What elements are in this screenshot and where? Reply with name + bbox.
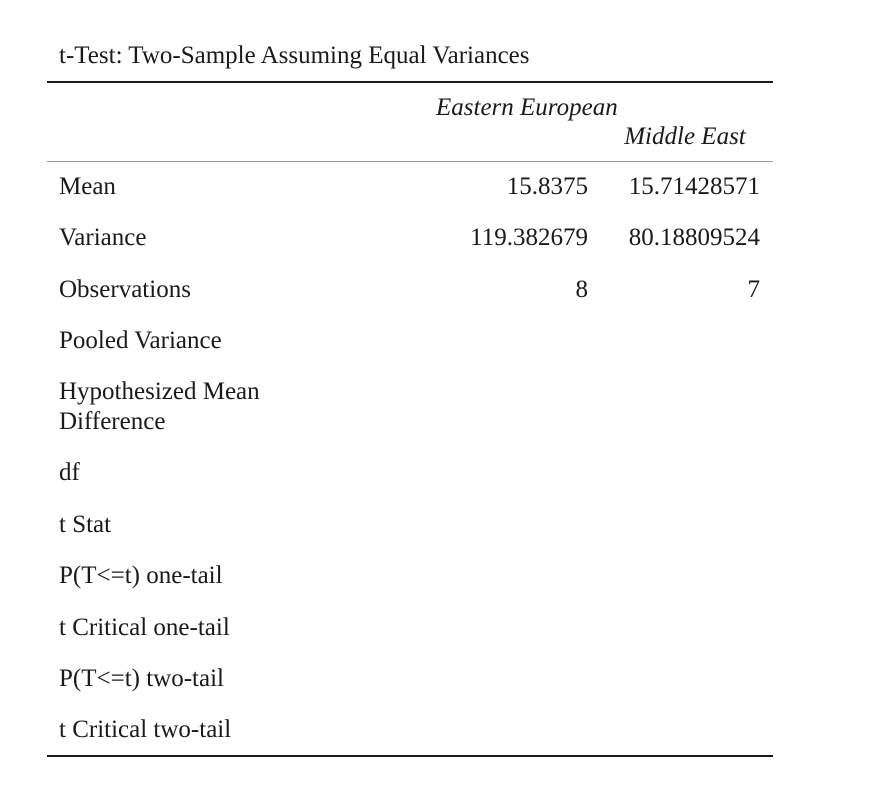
cell-variance-eastern-european: 119.382679 (470, 224, 588, 251)
top-rule (47, 81, 773, 83)
cell-observations-middle-east: 7 (747, 276, 760, 303)
cell-mean-eastern-european: 15.8375 (506, 173, 588, 200)
cell-observations-eastern-european: 8 (575, 276, 588, 303)
cell-mean-middle-east: 15.71428571 (628, 173, 760, 200)
row-label-p-one-tail: P(T<=t) one-tail (59, 562, 223, 589)
column-header-middle-east: Middle East (624, 123, 746, 150)
row-label-hypothesized-mean-difference: Hypothesized Mean Difference (59, 378, 260, 435)
row-label-df: df (59, 459, 80, 486)
row-label-variance: Variance (59, 224, 147, 251)
row-label-mean: Mean (59, 173, 116, 200)
row-label-t-stat: t Stat (59, 511, 112, 538)
row-label-observations: Observations (59, 276, 191, 303)
row-label-t-critical-one-tail: t Critical one-tail (59, 614, 230, 641)
row-label-t-critical-two-tail: t Critical two-tail (59, 716, 232, 743)
header-rule (47, 161, 773, 162)
table-title: t-Test: Two-Sample Assuming Equal Variances (59, 42, 530, 69)
column-header-eastern-european: Eastern European (436, 94, 618, 121)
bottom-rule (47, 755, 773, 757)
cell-variance-middle-east: 80.18809524 (628, 224, 760, 251)
row-label-pooled-variance: Pooled Variance (59, 327, 222, 354)
row-label-p-two-tail: P(T<=t) two-tail (59, 665, 224, 692)
